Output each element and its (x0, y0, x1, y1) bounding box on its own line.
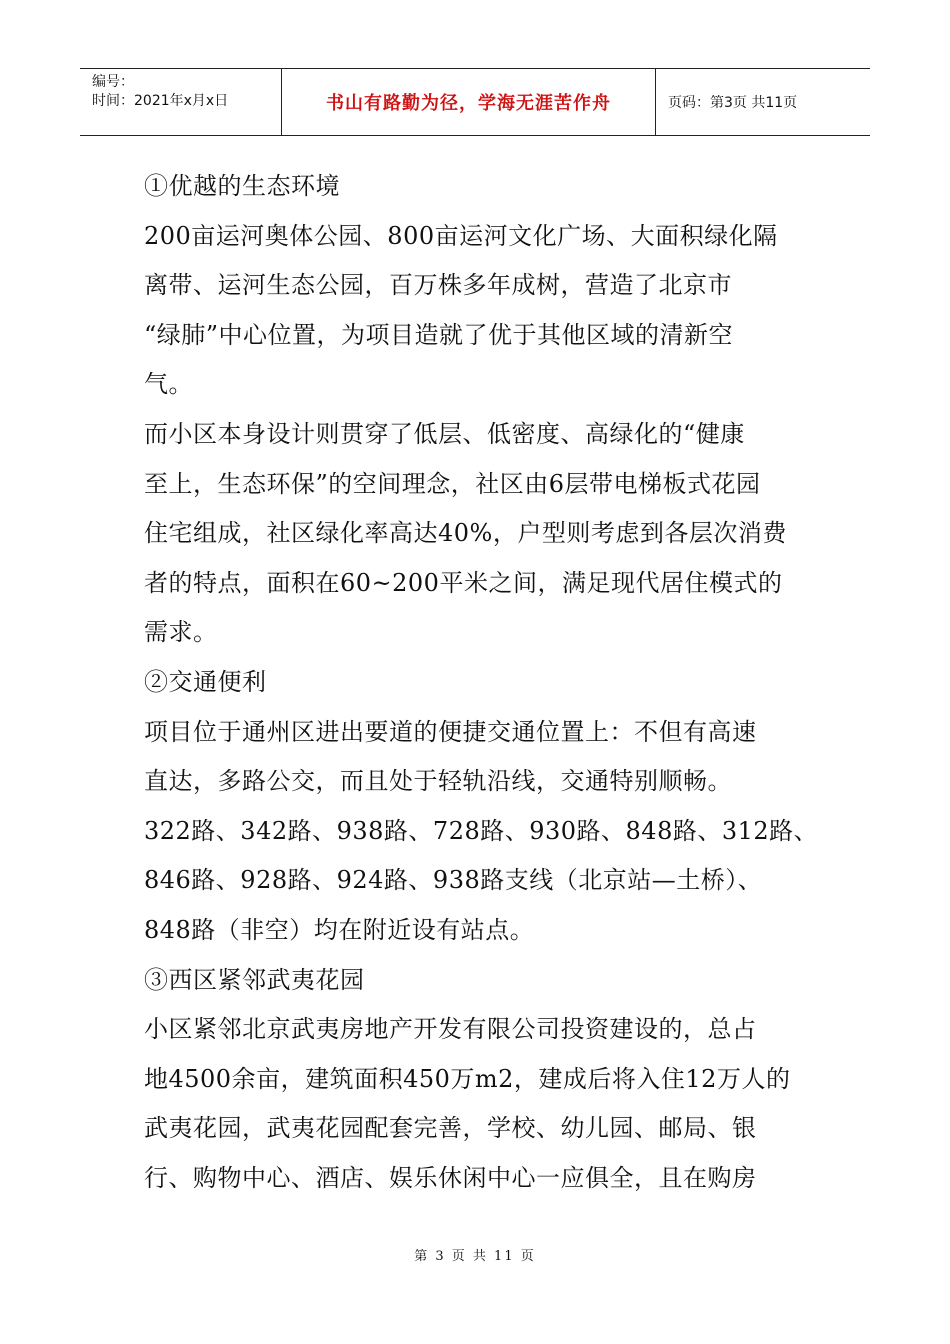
body-line: 需求。 (144, 618, 218, 647)
header-motto: 书山有路勤为径，学海无涯苦作舟 (282, 69, 656, 135)
body-line: 项目位于通州区进出要道的便捷交通位置上：不但有高速 (144, 717, 757, 746)
body-line: 322路、342路、938路、728路、930路、848路、312路、 (144, 816, 819, 845)
section-heading: ③西区紧邻武夷花园 (144, 965, 365, 994)
body-line: 直达，多路公交，而且处于轻轨沿线，交通特别顺畅。 (144, 767, 732, 796)
body-line: 气。 (144, 370, 193, 399)
body-line: “绿肺”中心位置，为项目造就了优于其他区域的清新空 (144, 320, 734, 349)
body-line: 而小区本身设计则贯穿了低层、低密度、高绿化的“健康 (144, 419, 745, 448)
page-footer: 第 3 页 共 11 页 (414, 1249, 536, 1264)
body-line: 小区紧邻北京武夷房地产开发有限公司投资建设的，总占 (144, 1015, 757, 1044)
body-line: 离带、运河生态公园，百万株多年成树，营造了北京市 (144, 271, 732, 300)
body-line: ①优越的生态环境 (144, 172, 340, 200)
body-line: 848路（非空）均在附近设有站点。 (144, 915, 535, 944)
body-line: 住宅组成，社区绿化率高达40%，户型则考虑到各层次消费 (144, 519, 787, 548)
body-line: 至上，生态环保”的空间理念，社区由6层带电梯板式花园 (144, 469, 761, 498)
body-line: 200亩运河奥体公园、800亩运河文化广场、大面积绿化隔 (144, 221, 778, 250)
header-time-label: 时间：2021年x月x日 (92, 93, 229, 109)
section-heading: ②交通便利 (144, 667, 267, 696)
header-meta-cell (80, 69, 282, 135)
body-line: 地4500余亩，建筑面积450万m2，建成后将入住12万人的 (144, 1064, 791, 1093)
header-page-info: 页码：第3页 共11页 (668, 95, 798, 111)
body-line: 者的特点，面积在60~200平米之间，满足现代居住模式的 (144, 568, 783, 597)
body-line: 846路、928路、924路、938路支线（北京站—土桥）、 (144, 866, 763, 895)
document-header (80, 68, 870, 136)
body-line: 行、购物中心、酒店、娱乐休闲中心一应俱全，且在购房 (144, 1163, 757, 1192)
document-body (144, 162, 819, 1203)
body-line: 武夷花园，武夷花园配套完善，学校、幼儿园、邮局、银 (144, 1114, 757, 1143)
header-number-label: 编号： (92, 74, 134, 90)
